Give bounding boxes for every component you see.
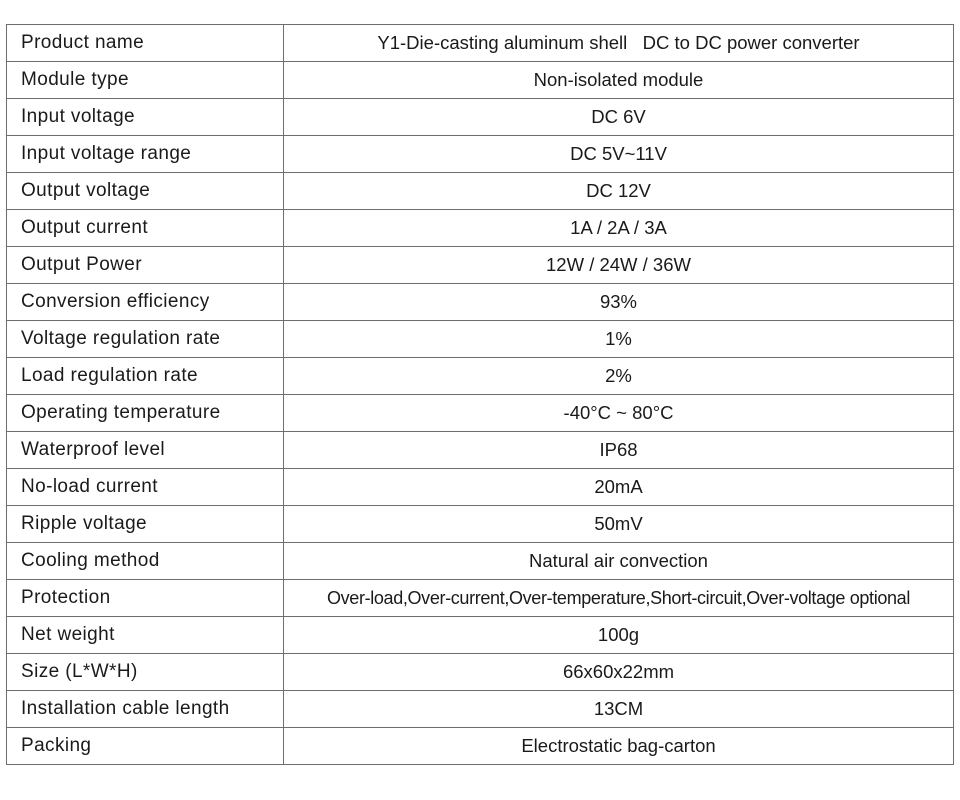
spec-value-voltage-regulation-rate: 1%: [284, 321, 954, 358]
spec-value-operating-temperature: -40°C ~ 80°C: [284, 395, 954, 432]
spec-value-output-power: 12W / 24W / 36W: [284, 247, 954, 284]
spec-label-input-voltage-range: Input voltage range: [7, 136, 284, 173]
spec-value-protection: Over-load,Over-current,Over-temperature,Short-circuit,Over-voltage optional: [284, 580, 954, 617]
spec-value-packing: Electrostatic bag-carton: [284, 728, 954, 765]
spec-table: [6, 24, 954, 765]
spec-label-output-current: Output current: [7, 210, 284, 247]
table-row: [7, 654, 954, 691]
table-row: [7, 99, 954, 136]
table-row: [7, 395, 954, 432]
table-row: [7, 284, 954, 321]
table-row: [7, 543, 954, 580]
spec-label-operating-temperature: Operating temperature: [7, 395, 284, 432]
spec-label-output-voltage: Output voltage: [7, 173, 284, 210]
spec-label-product-name: Product name: [7, 25, 284, 62]
spec-value-product-name: Y1-Die-casting aluminum shell DC to DC power converter: [284, 25, 954, 62]
spec-value-output-voltage: DC 12V: [284, 173, 954, 210]
spec-value-output-current: 1A / 2A / 3A: [284, 210, 954, 247]
spec-label-module-type: Module type: [7, 62, 284, 99]
spec-label-conversion-efficiency: Conversion efficiency: [7, 284, 284, 321]
table-row: [7, 210, 954, 247]
spec-value-module-type: Non-isolated module: [284, 62, 954, 99]
table-row: [7, 617, 954, 654]
spec-value-load-regulation-rate: 2%: [284, 358, 954, 395]
table-row: [7, 358, 954, 395]
spec-label-size: Size (L*W*H): [7, 654, 284, 691]
spec-value-conversion-efficiency: 93%: [284, 284, 954, 321]
table-row: [7, 506, 954, 543]
table-row: [7, 25, 954, 62]
spec-label-protection: Protection: [7, 580, 284, 617]
table-row: [7, 691, 954, 728]
spec-value-cooling-method: Natural air convection: [284, 543, 954, 580]
spec-label-output-power: Output Power: [7, 247, 284, 284]
spec-label-input-voltage: Input voltage: [7, 99, 284, 136]
table-row: [7, 469, 954, 506]
spec-label-ripple-voltage: Ripple voltage: [7, 506, 284, 543]
spec-label-packing: Packing: [7, 728, 284, 765]
table-row: [7, 247, 954, 284]
table-row: [7, 580, 954, 617]
table-row: [7, 136, 954, 173]
spec-value-net-weight: 100g: [284, 617, 954, 654]
spec-label-net-weight: Net weight: [7, 617, 284, 654]
spec-label-voltage-regulation-rate: Voltage regulation rate: [7, 321, 284, 358]
spec-value-input-voltage: DC 6V: [284, 99, 954, 136]
spec-value-no-load-current: 20mA: [284, 469, 954, 506]
spec-label-load-regulation-rate: Load regulation rate: [7, 358, 284, 395]
spec-value-size: 66x60x22mm: [284, 654, 954, 691]
spec-label-waterproof-level: Waterproof level: [7, 432, 284, 469]
spec-label-installation-cable-length: Installation cable length: [7, 691, 284, 728]
table-row: [7, 728, 954, 765]
spec-value-waterproof-level: IP68: [284, 432, 954, 469]
spec-label-no-load-current: No-load current: [7, 469, 284, 506]
spec-value-input-voltage-range: DC 5V~11V: [284, 136, 954, 173]
table-row: [7, 321, 954, 358]
spec-label-cooling-method: Cooling method: [7, 543, 284, 580]
table-row: [7, 173, 954, 210]
spec-value-installation-cable-length: 13CM: [284, 691, 954, 728]
spec-value-ripple-voltage: 50mV: [284, 506, 954, 543]
table-row: [7, 432, 954, 469]
table-row: [7, 62, 954, 99]
